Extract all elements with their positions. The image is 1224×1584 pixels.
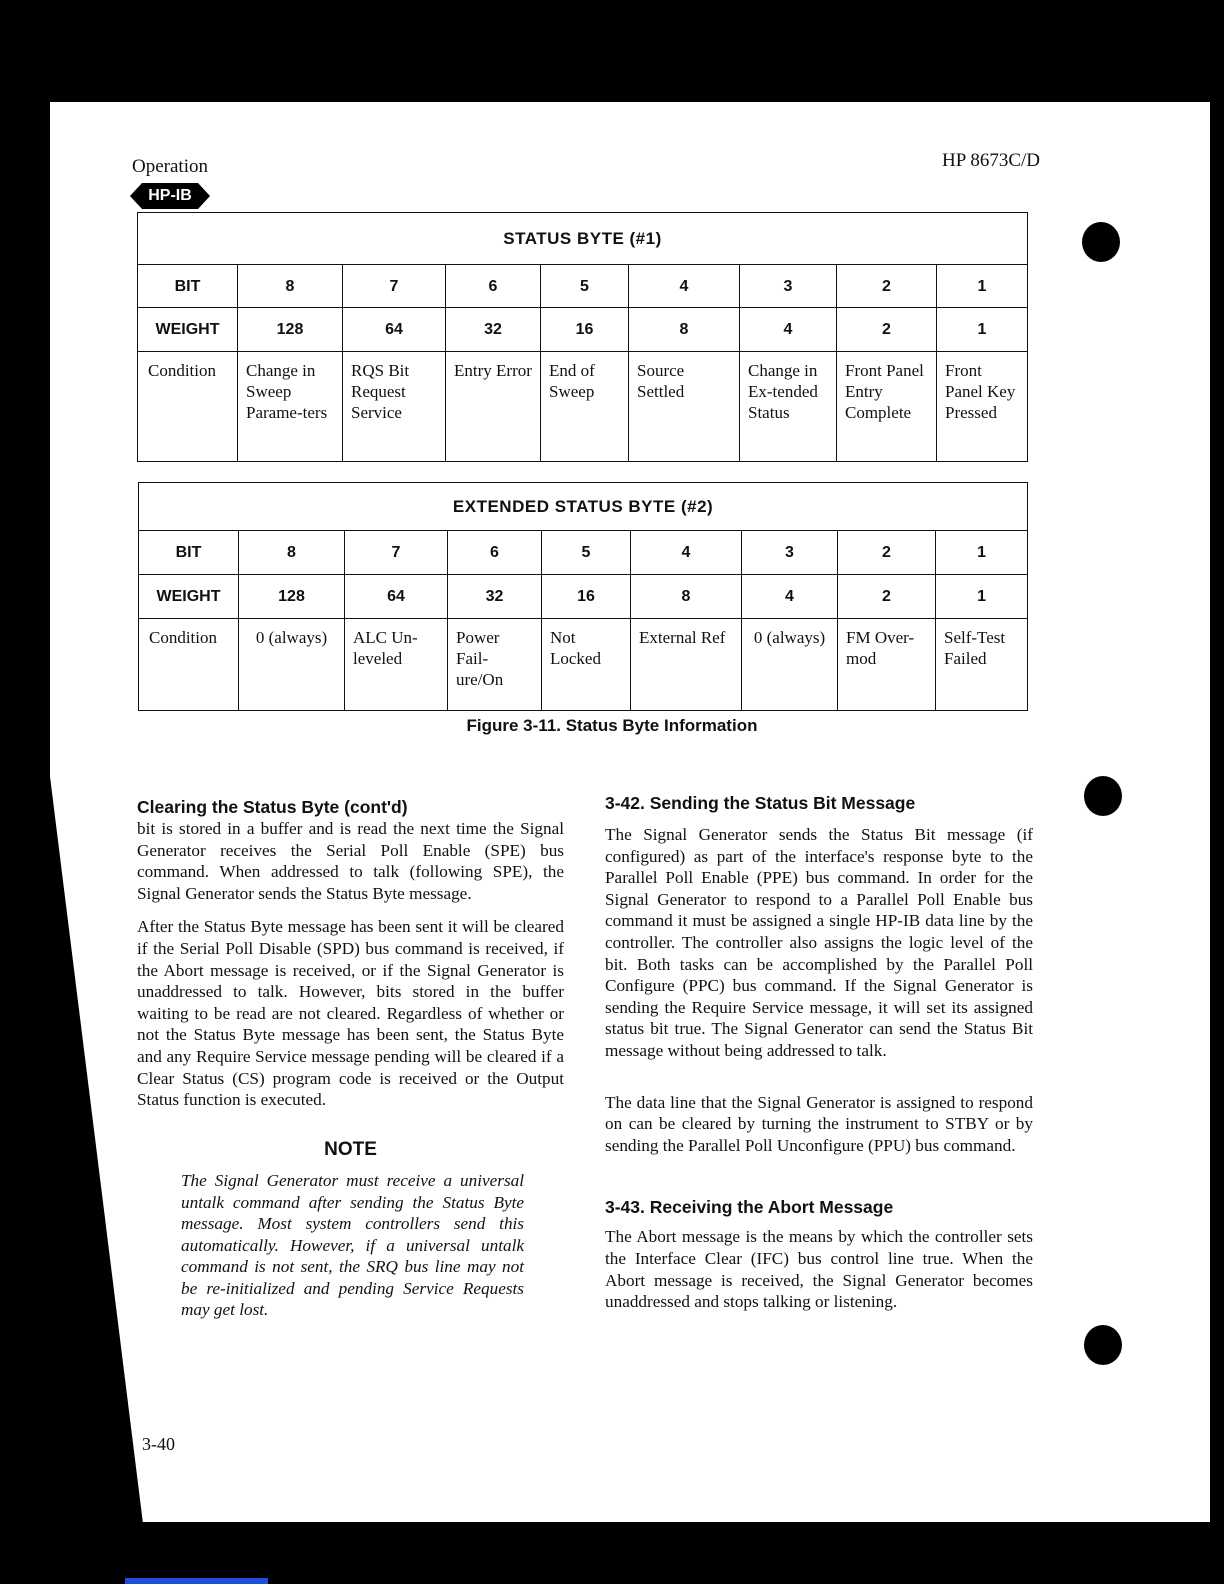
paragraph: The Abort message is the means by which the controller sets the Interface Clear (IFC) bus control line true. When the Abort message is received, the Signal Generator becomes unaddressed and stops talking or listening. bbox=[605, 1227, 1033, 1312]
extended-status-byte-table bbox=[138, 482, 1028, 711]
section-label: Operation bbox=[132, 156, 208, 177]
table-cell: 2 bbox=[838, 575, 936, 619]
table-cell: 7 bbox=[345, 531, 448, 575]
table-cell: 8 bbox=[631, 575, 742, 619]
table-cell: 1 bbox=[936, 575, 1028, 619]
note-body: The Signal Generator must receive a universal untalk command after sending the Status Byte message. Most system controllers send this automatically. However, if a universal untalk command is not sent, the SRQ bus line may not be re-initialized and pending Service Requests may get lost. bbox=[181, 1171, 524, 1320]
table-cell: 2 bbox=[837, 265, 937, 308]
scan-edge-strip bbox=[125, 1578, 268, 1584]
table-cell: 8 bbox=[629, 308, 740, 352]
status-byte-table bbox=[137, 212, 1028, 462]
table-cell: 64 bbox=[345, 575, 448, 619]
table-cell: Change in Sweep Parame-ters bbox=[238, 352, 343, 462]
table-cell: Power Fail-ure/On bbox=[448, 619, 542, 711]
table-cell: Front Panel Key Pressed bbox=[937, 352, 1028, 462]
row-label: BIT bbox=[138, 265, 238, 308]
table-cell: 1 bbox=[937, 308, 1028, 352]
table-cell: 0 (always) bbox=[239, 619, 345, 711]
table-cell: 4 bbox=[740, 308, 837, 352]
table-cell: Self-Test Failed bbox=[936, 619, 1028, 711]
paragraph: The data line that the Signal Generator is assigned to respond on can be cleared by turning the instrument to STBY or by sending the Parallel Poll Unconfigure (PPU) bus command. bbox=[605, 1092, 1033, 1155]
table-cell: Source Settled bbox=[629, 352, 740, 462]
page-number: 3-40 bbox=[142, 1434, 175, 1454]
table-cell: 32 bbox=[448, 575, 542, 619]
table-cell: 3 bbox=[740, 265, 837, 308]
table-cell: RQS Bit Request Service bbox=[343, 352, 446, 462]
table-cell: ALC Un-leveled bbox=[345, 619, 448, 711]
model-number: HP 8673C/D bbox=[941, 150, 1040, 171]
table-cell: 128 bbox=[238, 308, 343, 352]
table-cell: 8 bbox=[239, 531, 345, 575]
table-cell: 7 bbox=[343, 265, 446, 308]
table-cell: End of Sweep bbox=[541, 352, 629, 462]
row-label: WEIGHT bbox=[138, 308, 238, 352]
hp-ib-badge: HP-IB bbox=[130, 183, 210, 209]
paragraph: After the Status Byte message has been sent it will be cleared if the Serial Poll Disable (SPD) bus command is received, if the Abort message is received, or if the Signal Generator is unaddressed to talk. However, bits stored in the buffer waiting to be read are not cleared. Regardless of whether or not the Status Byte message has been sent, the Status Byte and any Require Service message pending will be cleared if a Clear Status (CS) program code is received or the Output Status function is executed. bbox=[137, 917, 564, 1110]
table-cell: 6 bbox=[446, 265, 541, 308]
table-cell: 32 bbox=[446, 308, 541, 352]
table-cell: Entry Error bbox=[446, 352, 541, 462]
table-cell: 16 bbox=[541, 308, 629, 352]
section-heading: 3-42. Sending the Status Bit Message bbox=[605, 793, 916, 813]
table-cell: 0 (always) bbox=[742, 619, 838, 711]
section-heading: Clearing the Status Byte (cont'd) bbox=[137, 797, 408, 817]
table-cell: FM Over-mod bbox=[838, 619, 936, 711]
paragraph: bit is stored in a buffer and is read the next time the Signal Generator receives the Serial Poll Enable (SPE) bus command. When addressed to talk (following SPE), the Signal Generator sends the Status Byte message. bbox=[137, 819, 564, 903]
table-cell: 6 bbox=[448, 531, 542, 575]
row-label: Condition bbox=[138, 352, 238, 462]
table-cell: 3 bbox=[742, 531, 838, 575]
binder-hole bbox=[1084, 1325, 1122, 1365]
section-heading: 3-43. Receiving the Abort Message bbox=[605, 1197, 894, 1218]
note-title: NOTE bbox=[324, 1138, 377, 1160]
table-title: EXTENDED STATUS BYTE (#2) bbox=[139, 483, 1028, 531]
table-cell: 5 bbox=[541, 265, 629, 308]
paragraph: The Signal Generator sends the Status Bit message (if configured) as part of the interface's response byte to the Parallel Poll Enable (PPE) bus command. In order for the Signal Generator to respond to a Parallel Poll Enable bus command it must be assigned a single HP-IB data line by the controller. The controller also assigns the logic level of the bit. Both tasks can be accomplished by the Parallel Poll Configure (PPC) bus command. If the Signal Generator is sending the Require Service message, it will set its assigned status bit true. The Signal Generator can send the Status Bit message without being addressed to talk. bbox=[605, 825, 1033, 1060]
table-cell: 2 bbox=[838, 531, 936, 575]
row-label: WEIGHT bbox=[139, 575, 239, 619]
table-cell: 64 bbox=[343, 308, 446, 352]
table-cell: Not Locked bbox=[542, 619, 631, 711]
table-cell: 128 bbox=[239, 575, 345, 619]
row-label: BIT bbox=[139, 531, 239, 575]
table-cell: 4 bbox=[629, 265, 740, 308]
table-cell: Change in Ex-tended Status bbox=[740, 352, 837, 462]
table-cell: 16 bbox=[542, 575, 631, 619]
table-cell: External Ref bbox=[631, 619, 742, 711]
table-cell: 8 bbox=[238, 265, 343, 308]
right-column bbox=[605, 792, 1033, 1325]
table-title: STATUS BYTE (#1) bbox=[138, 213, 1028, 265]
table-cell: 1 bbox=[937, 265, 1028, 308]
table-cell: 4 bbox=[742, 575, 838, 619]
left-column bbox=[137, 796, 564, 1321]
figure-caption: Figure 3-11. Status Byte Information bbox=[466, 716, 758, 735]
table-cell: 4 bbox=[631, 531, 742, 575]
table-cell: 2 bbox=[837, 308, 937, 352]
row-label: Condition bbox=[139, 619, 239, 711]
binder-hole bbox=[1084, 776, 1122, 816]
table-cell: 5 bbox=[542, 531, 631, 575]
table-cell: Front Panel Entry Complete bbox=[837, 352, 937, 462]
binder-hole bbox=[1082, 222, 1120, 262]
table-cell: 1 bbox=[936, 531, 1028, 575]
